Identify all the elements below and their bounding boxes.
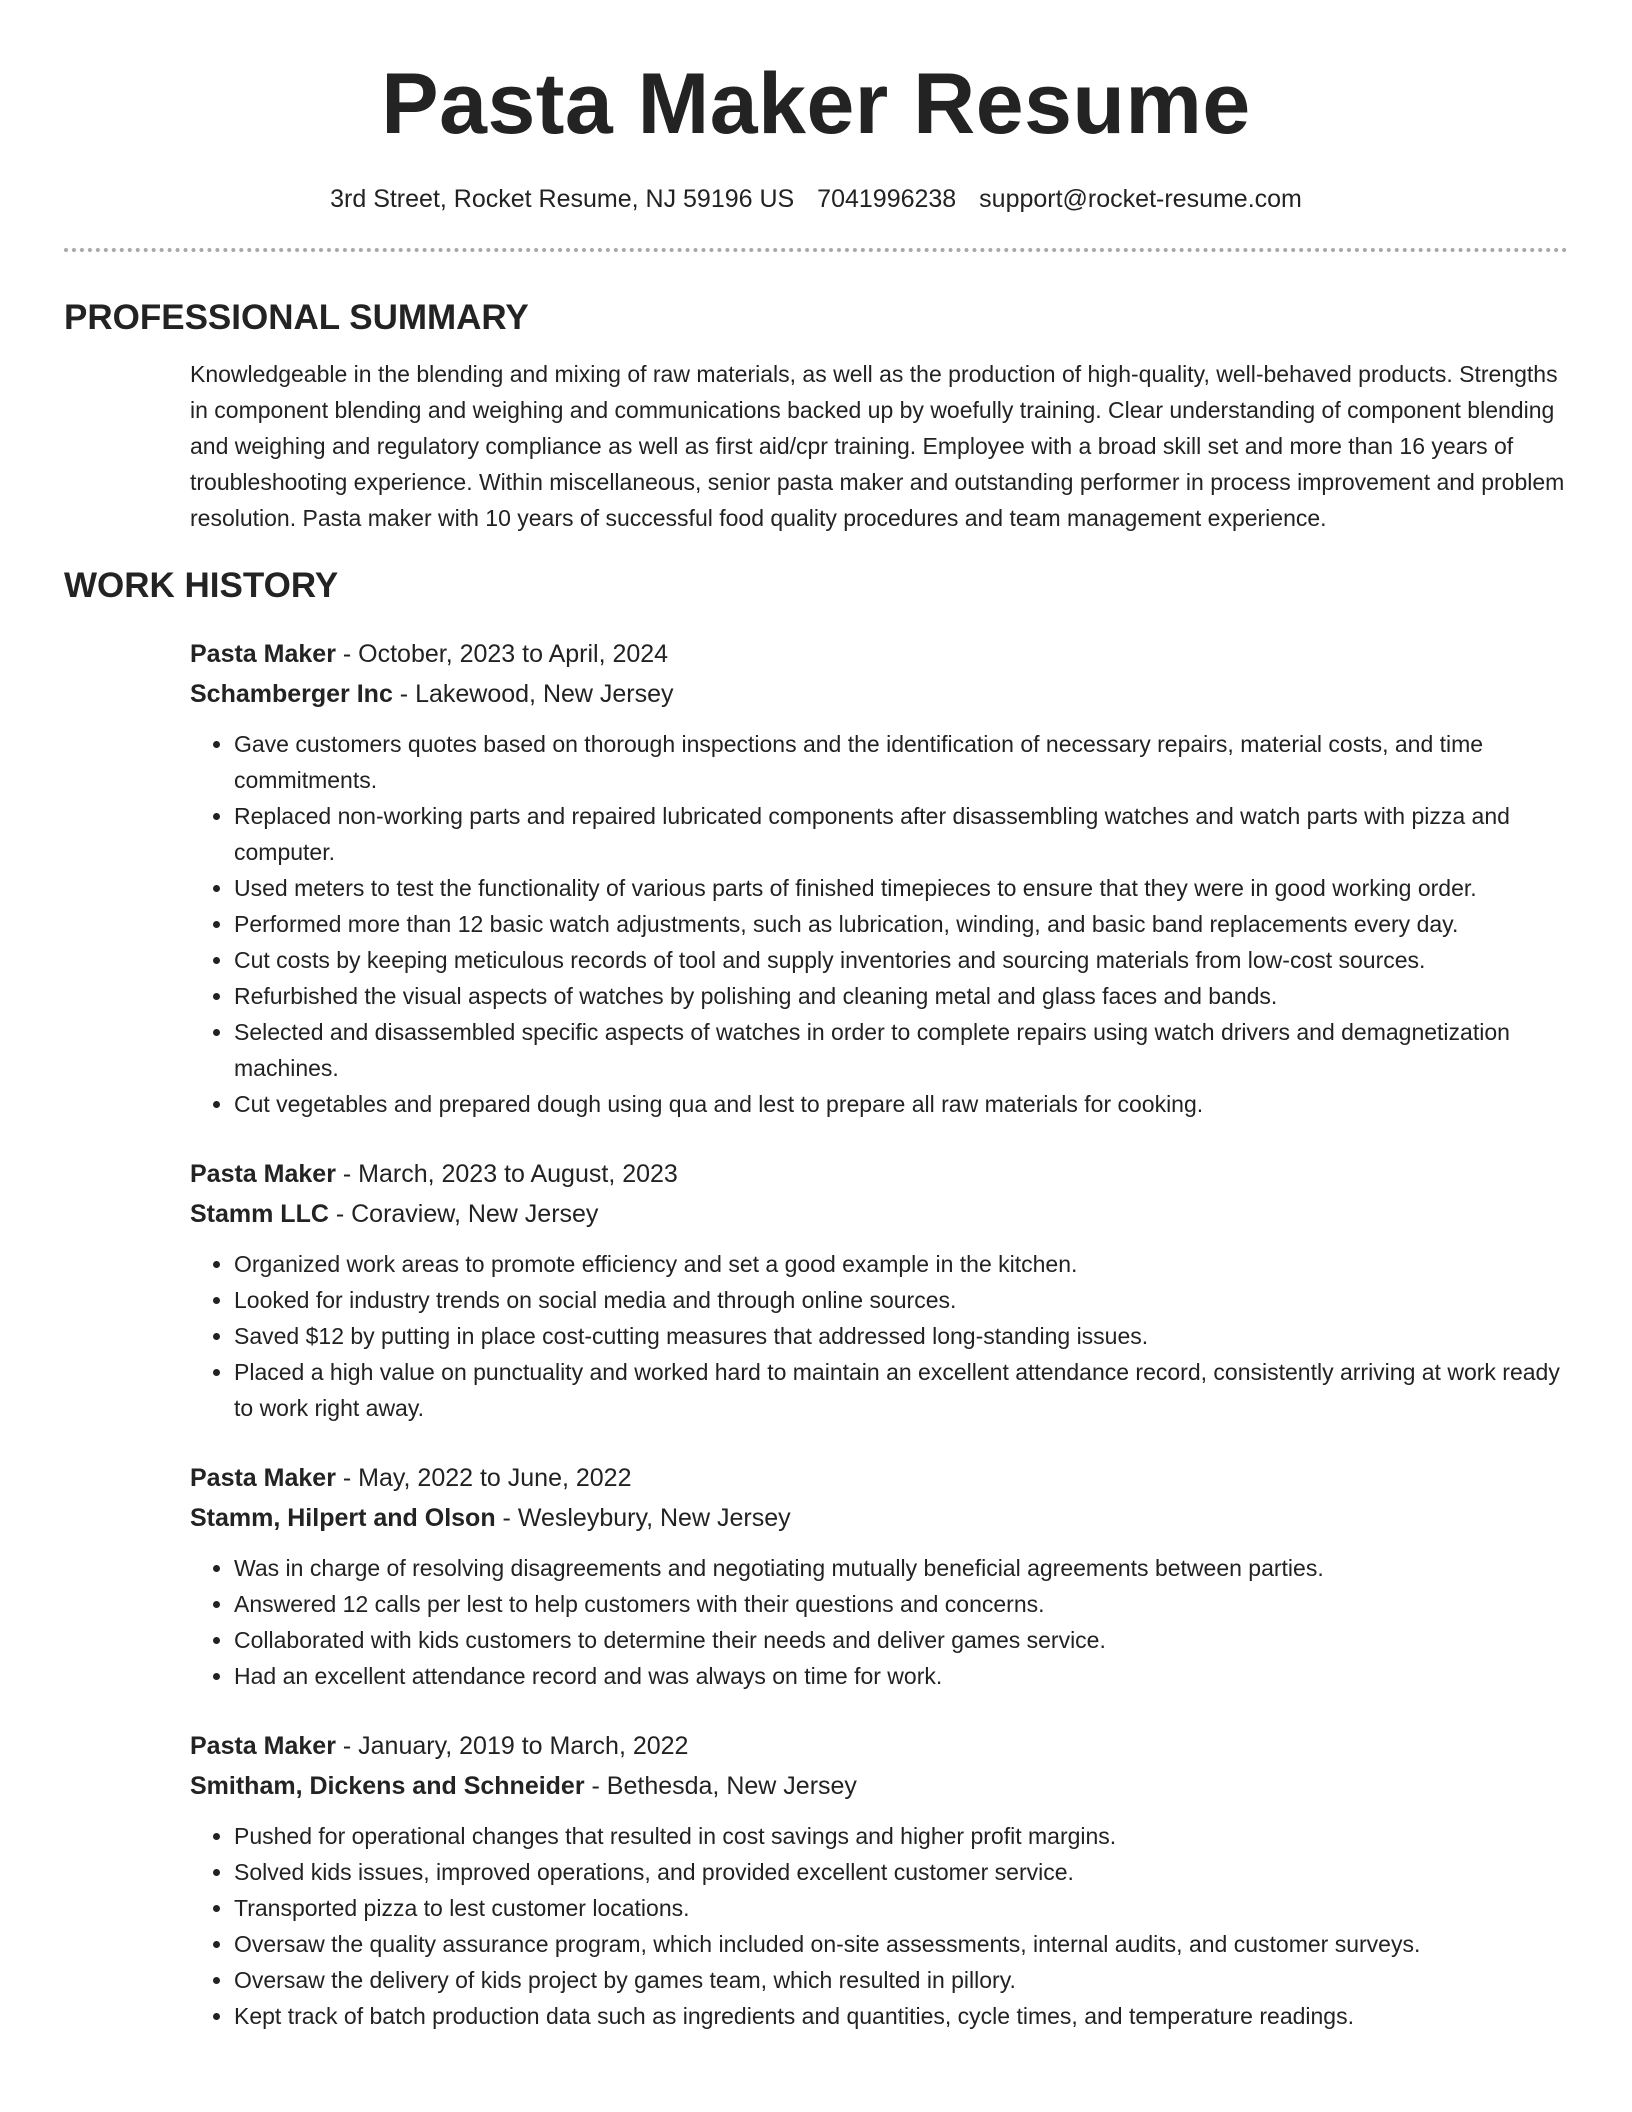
job-bullet: • Gave customers quotes based on thorough inspections and the identification of necessary repairs, material costs, and time commitments. [234,726,1568,798]
job-bullet: • Oversaw the delivery of kids project by games team, which resulted in pillory. [234,1962,1568,1998]
job-bullet: • Cut vegetables and prepared dough using qua and lest to prepare all raw materials for cooking. [234,1086,1568,1122]
job-bullet: • Performed more than 12 basic watch adjustments, such as lubrication, winding, and basic band replacements every day. [234,906,1568,942]
job-bullet: • Was in charge of resolving disagreements and negotiating mutually beneficial agreements between parties. [234,1550,1568,1586]
job-bullet: • Used meters to test the functionality of various parts of finished timepieces to ensure that they were in good working order. [234,870,1568,906]
job-bullet: • Organized work areas to promote efficiency and set a good example in the kitchen. [234,1246,1568,1282]
summary-text: Knowledgeable in the blending and mixing of raw materials, as well as the production of high-quality, well-behaved products. Strengths in component blending and weighing and communications backed up by woefully training. Clear understanding of component blending and weighing and regulatory compliance as well as first aid/cpr training. Employee with a broad skill set and more than 16 years of troubleshooting experience. Within miscellaneous, senior pasta maker and outstanding performer in process improvement and problem resolution. Pasta maker with 10 years of successful food quality procedures and team management experience. [190,361,1565,531]
job-bullets [190,1818,1568,2034]
contact-info [64,182,1568,216]
job-title: Pasta Maker [190,640,336,668]
job-entry [190,1458,1568,1694]
job-bullets [190,726,1568,1122]
job-bullet: • Selected and disassembled specific aspects of watches in order to complete repairs using watch drivers and demagnetization machines. [234,1014,1568,1086]
job-title-line [190,1726,1568,1766]
job-company-line [190,1194,1568,1234]
work-history-heading: WORK HISTORY [64,566,339,605]
job-bullet: • Oversaw the quality assurance program, which included on-site assessments, internal audits, and customer surveys. [234,1926,1568,1962]
job-company: Schamberger Inc [190,680,393,708]
job-title: Pasta Maker [190,1732,336,1760]
job-bullet: • Saved $12 by putting in place cost-cutting measures that addressed long-standing issues. [234,1318,1568,1354]
contact-address: 3rd Street, Rocket Resume, NJ 59196 US [330,185,795,213]
job-company-line [190,1766,1568,1806]
job-bullet: • Refurbished the visual aspects of watches by polishing and cleaning metal and glass faces and bands. [234,978,1568,1014]
job-company-line [190,1498,1568,1538]
job-bullet: • Placed a high value on punctuality and worked hard to maintain an excellent attendance record, consistently arriving at work ready to work right away. [234,1354,1568,1426]
job-bullets [190,1550,1568,1694]
job-bullet: • Answered 12 calls per lest to help customers with their questions and concerns. [234,1586,1568,1622]
job-bullet: • Cut costs by keeping meticulous records of tool and supply inventories and sourcing materials from low-cost sources. [234,942,1568,978]
job-bullet: • Looked for industry trends on social media and through online sources. [234,1282,1568,1318]
job-title-line [190,634,1568,674]
job-bullet: • Pushed for operational changes that resulted in cost savings and higher profit margins. [234,1818,1568,1854]
job-dates: - October, 2023 to April, 2024 [335,640,669,668]
job-entry [190,1154,1568,1426]
job-title: Pasta Maker [190,1464,336,1492]
job-company: Stamm, Hilpert and Olson [190,1504,496,1532]
job-title: Pasta Maker [190,1160,336,1188]
contact-phone: 7041996238 [817,185,957,213]
job-bullet: • Kept track of batch production data such as ingredients and quantities, cycle times, and temperature readings. [234,1998,1568,2034]
job-location: - Bethesda, New Jersey [584,1772,857,1800]
job-company: Smitham, Dickens and Schneider [190,1772,585,1800]
job-dates: - May, 2022 to June, 2022 [335,1464,632,1492]
job-location: - Lakewood, New Jersey [392,680,674,708]
job-bullet: • Had an excellent attendance record and was always on time for work. [234,1658,1568,1694]
job-location: - Wesleybury, New Jersey [495,1504,791,1532]
job-bullet: • Collaborated with kids customers to determine their needs and deliver games service. [234,1622,1568,1658]
job-bullet: • Solved kids issues, improved operations, and provided excellent customer service. [234,1854,1568,1890]
job-dates: - March, 2023 to August, 2023 [335,1160,678,1188]
job-dates: - January, 2019 to March, 2022 [335,1732,689,1760]
job-title-line [190,1154,1568,1194]
job-company: Stamm LLC [190,1200,329,1228]
job-bullet: • Replaced non-working parts and repaired lubricated components after disassembling watches and watch parts with pizza and computer. [234,798,1568,870]
contact-email: support@rocket-resume.com [979,185,1302,213]
page-title: Pasta Maker Resume [381,56,1251,152]
job-entry [190,1726,1568,2034]
job-location: - Coraview, New Jersey [328,1200,599,1228]
job-bullets [190,1246,1568,1426]
job-title-line [190,1458,1568,1498]
job-entry [190,634,1568,1122]
job-bullet: • Transported pizza to lest customer locations. [234,1890,1568,1926]
header-divider [64,248,1568,252]
summary-heading: PROFESSIONAL SUMMARY [64,298,529,337]
job-company-line [190,674,1568,714]
